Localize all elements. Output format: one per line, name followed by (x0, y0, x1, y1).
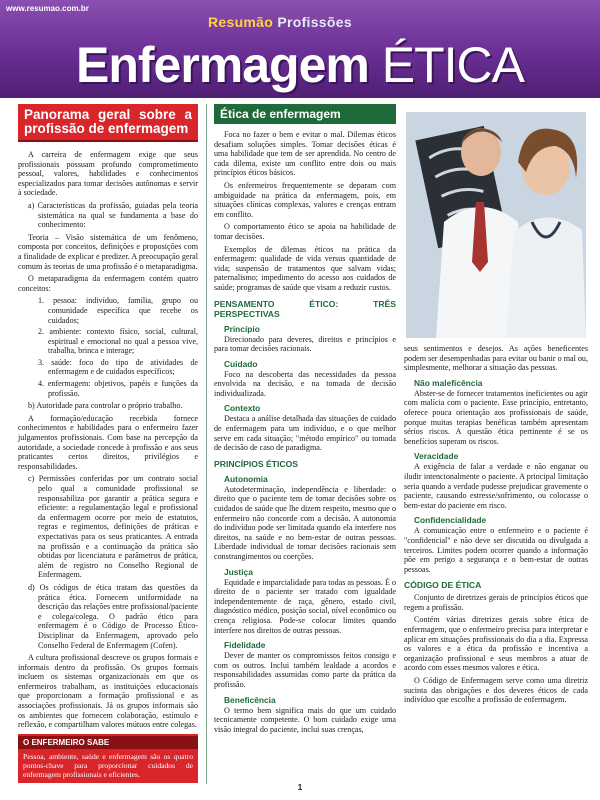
section-heading-etica: Ética de enfermagem (214, 104, 396, 124)
term-heading: Cuidado (224, 358, 258, 369)
list-item: 3. saúde: foco do tipo de atividades de enfermagem e de cuidados específicos; (38, 357, 198, 377)
paragraph: Autodeterminação, independência e liberdade: o direito que o paciente tem de tomar decisões sobre os cuidados de saúde que lhe dizem respeito, mesmo que o enfermeiro não concorde com a decisão. A autonomia do indivíduo pode ser limitada quando ela interfere nos direitos, na saúde e no bem-estar de outras pessoas. Liberdade individual de tomar decisões racionais sem constrangimentos ou coerções. (214, 484, 396, 561)
term-heading: Confidencialidade (414, 515, 487, 526)
paragraph: Abster-se de fornecer tratamentos ineficientes ou agir com malícia com o paciente. Esse princípio, entretanto, oferece pouca orientação aos profissionais de saúde, porque muitas terapias benéficas também apresentam sérios riscos. A questão ética pertinente é se os benefícios superam os riscos. (404, 388, 588, 446)
brand-word-1: Resumão (208, 14, 274, 30)
callout-box (18, 734, 198, 783)
paragraph: A carreira de enfermagem exige que seus profissionais possuam profundo comprometimento pessoal, valores, habilidades e conhecimentos especializados para tomar decisões autônomas e servir à sociedade. (18, 150, 198, 198)
paragraph: O Código de Enfermagem serve como uma diretriz sucinta das obrigações e dos deveres éticos de cada indivíduo que escolhe a profissão de enfermagem. (404, 676, 588, 705)
brand-word-2: Profissões (277, 14, 352, 30)
right-column (404, 344, 588, 708)
concept-list (18, 296, 198, 398)
photo-illustration (406, 112, 586, 338)
paragraph: Equidade e imparcialidade para todas as pessoas. É o direito de o paciente ser tratado com igualdade independentemente de raça, gênero, estado civil, diagnóstico médico, posição social, nível econômico ou crença religiosa. Pode-se colocar limites quando interfere nos direitos de outras pessoas. (214, 577, 396, 635)
term-heading: Princípio (224, 323, 260, 334)
paragraph: Foco na descoberta das necessidades da pessoa envolvida na decisão, e na tomada de decisão individualizada. (214, 369, 396, 398)
paragraph: A formação/educação recebida fornece conhecimentos e habilidades para o enfermeiro fazer julgamentos profissionais. Com base na percepção da autoridade, a sociedade concede à profissão e aos seus praticantes certos direitos, privilégios e responsabilidades. (18, 413, 198, 471)
middle-column (214, 104, 396, 737)
page-number: 1 (297, 783, 303, 792)
list-item: c) Permissões conferidas por um contrato social pelo qual a comunidade profissional se responsabiliza por garantir a prática segura e eficiente: a regulamentação legal e profissional da enfermagem ocorre por meio de estatutos, regras e regimentos, definições de práticas e expectativas para os seus praticantes. A entrada na profissão e a continuação da prática são obtidas por licenciatura e parâmetros de prática, além de registro no Conselho Regional de Enfermagem. (28, 474, 198, 580)
site-url[interactable]: www.resumao.com.br (6, 4, 89, 13)
paragraph: Os enfermeiros frequentemente se deparam com ambiguidade na prática da enfermagem, pois, em situações clínicas complexas, valores e crenças entram em conflito. (214, 180, 396, 219)
term-heading: Não maleficência (414, 377, 483, 388)
callout-text: Pessoa, ambiente, saúde e enfermagem são os quatro pontos-chave para proporcionar cuidados de enfermagem profissionais e eficientes. (23, 751, 193, 779)
paragraph: A comunicação entre o enfermeiro e o paciente é "confidencial" e não deve ser discutida ou divulgada a terceiros. Limites podem ocorrer quando a informação põe em perigo a segurança e o bem-estar de outras pessoas. (404, 526, 588, 574)
paragraph: A exigência de falar a verdade e não enganar ou iludir intencionalmente o paciente. A principal limitação seria quando a verdade pudesse prejudicar gravemente o paciente, causando estresse/sofrimento, ou colocasse o bem-estar do paciente em risco. (404, 462, 588, 510)
left-column (18, 104, 198, 783)
paragraph: Teoria – Visão sistemática de um fenômeno, composta por conceitos, definições e proposições com a finalidade de explicar e predizer. A preocupação geral comum às teorias de uma profissão é o metaparadigma. (18, 232, 198, 271)
term-heading: Beneficência (224, 694, 276, 705)
list-item: 4. enfermagem: objetivos, papéis e funções da profissão. (38, 379, 198, 398)
list-item: 1. pessoa: indivíduo, família, grupo ou comunidade específica que recebe os cuidados; (38, 296, 198, 325)
term-heading: Justiça (224, 566, 253, 577)
list-item: 2. ambiente: contexto físico, social, cultural, espiritual e emocional no qual a pessoa vive, trabalha, brinca e interage; (38, 327, 198, 356)
list-item: d) Os códigos de ética tratam das questões da prática ética. Fornecem uniformidade na descrição das relações entre profissional/paciente e colega/colega. O padrão ético para enfermagem é o Código de Processo Ético-Disciplinar da Enfermagem, aprovado pelo Conselho Federal de Enfermagem (Cofen). (28, 582, 198, 650)
subsection-heading: CÓDIGO DE ÉTICA (404, 580, 482, 591)
subsection-heading: PRINCÍPIOS ÉTICOS (214, 458, 299, 469)
term-heading: Autonomia (224, 473, 268, 484)
paragraph: O metaparadigma da enfermagem contém quatro conceitos: (18, 274, 198, 293)
callout-title: O ENFERMEIRO SABE (18, 736, 198, 749)
term-heading: Fidelidade (224, 640, 266, 651)
paragraph: Dever de manter os compromissos feitos consigo e com os outros. Inclui também lealdade a acordos e responsabilidades assumidas como parte da prática da profissão. (214, 651, 396, 689)
title-main: Enfermagem (75, 37, 369, 93)
list-item: a) Características da profissão, guiadas pela teoria sistemática na qual se fundamenta a base do conhecimento: (28, 200, 198, 230)
paragraph: O termo bem significa mais do que um cuidado tecnicamente competente. O bom cuidado exige uma visão integral do paciente, inclui suas crenças, (214, 705, 396, 734)
paragraph: seus sentimentos e desejos. As ações beneficentes podem ser desempenhadas para evitar ou banir o mal ou, simplesmente, melhorar a situação das pessoas. (404, 344, 588, 373)
paragraph: Destaca a análise detalhada das situações de cuidado de enfermagem para um indivíduo, e o que melhor serve em cada situação; "método empírico" ou tomada de decisão de caso de paradigma. (214, 414, 396, 453)
term-heading: Contexto (224, 403, 261, 414)
paragraph: Conjunto de diretrizes gerais de princípios éticos que regem a profissão. (404, 593, 588, 612)
term-heading: Veracidade (414, 451, 459, 462)
subsection-heading: PENSAMENTO ÉTICO: TRÊS PERSPECTIVAS (214, 298, 396, 319)
paragraph: Direcionado para deveres, direitos e princípios e para tomar decisões racionais. (214, 334, 396, 354)
page-title (0, 36, 600, 94)
doctors-xray-photo (406, 112, 586, 338)
section-heading-panorama: Panorama geral sobre a profissão de enfermagem (18, 104, 198, 142)
paragraph: O comportamento ético se apoia na habilidade de tomar decisões. (214, 222, 396, 241)
paragraph: Contém várias diretrizes gerais sobre ética de enfermagem, que o enfermeiro precisa para interpretar e aplicar em situações profissionais do dia a dia. Expressa os valores e a ética da profissão e incentiva a organização profissional e seus membros a atuar de acordo com esses mesmos valores e ética. (404, 615, 588, 673)
list-item: b) Autoridade para controlar o próprio trabalho. (28, 401, 183, 411)
brand-logo (208, 14, 352, 30)
paragraph: Exemplos de dilemas éticos na prática da enfermagem: qualidade de vida versus quantidade de vida; suspensão de tratamentos que salvam vidas; paternalismo; impedimento do acesso aos cuidados de saúde; programas de saúde que visam a reduzir custos. (214, 244, 396, 292)
column-divider (206, 104, 207, 784)
header-banner (0, 0, 600, 98)
paragraph: A cultura profissional descreve os grupos formais e informais dentro da profissão. Os grupos formais incluem os sistemas organizacionais em que os enfermeiros trabalham, as instituições educacionais que proporcionam a formação profissional e as associações profissionais. Já os grupos informais são os ambientes que fornecem colaboração, estímulo e reflexão, e compartilham valores mútuos entre colegas. (18, 653, 198, 730)
title-sub: ÉTICA (381, 37, 525, 93)
paragraph: Foca no fazer o bem e evitar o mal. Dilemas éticos desafiam soluções simples. Tomar decisões éticas é uma habilidade que tem de ser aprendida. No centro de cada dilema, existe um conflito entre dois ou mais princípios éticos básicos. (214, 130, 396, 178)
